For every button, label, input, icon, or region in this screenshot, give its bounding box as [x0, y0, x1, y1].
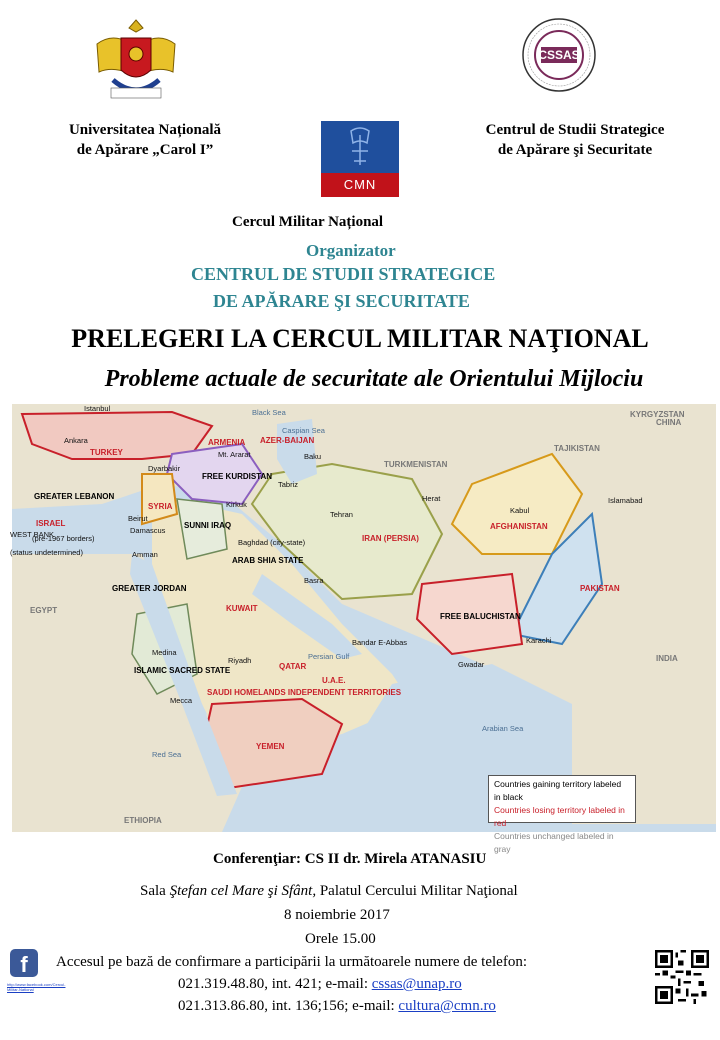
map-label-azerbaijan: AZER-BAIJAN [260, 436, 315, 445]
map-city: Riyadh [228, 656, 252, 665]
contact-line-1 [178, 974, 462, 995]
map-other-label: (pre-1967 borders) [32, 534, 95, 543]
map-label-afghanistan: AFGHANISTAN [490, 522, 548, 531]
page-title: PRELEGERI LA CERCUL MILITAR NAŢIONAL [71, 324, 649, 353]
cmn-logo-text: CMN [321, 173, 399, 197]
access-note: Accesul pe bază de confirmare a participării la următoarele numere de telefon: [56, 954, 527, 970]
map-label-free-baluchistan: FREE BALUCHISTAN [440, 612, 521, 621]
facebook-icon[interactable]: f [10, 949, 38, 977]
email-link-cmn[interactable]: cultura@cmn.ro [398, 998, 496, 1014]
organizer-line1: CENTRUL DE STUDII STRATEGICE [191, 264, 496, 284]
map-city: Beirut [128, 514, 148, 523]
location [140, 881, 518, 902]
map-graphic [12, 404, 716, 832]
university-name [20, 120, 270, 160]
venue-name: Cercul Militar Național [232, 214, 384, 230]
map-label-israel: ISRAEL [36, 519, 66, 528]
contact-line-2 [178, 996, 496, 1017]
map-other-label: WEST BANK [10, 530, 55, 539]
map-city: Islamabad [608, 496, 643, 505]
map-city: Mt. Ararat [218, 450, 251, 459]
map-city: Mecca [170, 696, 193, 705]
map-city: Basra [304, 576, 324, 585]
facebook-link[interactable]: http://www.facebook.com/Cercul-Militar-National [7, 982, 66, 992]
map-label-armenia: ARMENIA [208, 438, 246, 447]
map-city: Istanbul [84, 404, 111, 413]
map-city: Medina [152, 648, 177, 657]
contact-phone-1: 021.319.48.80, int. 421; e-mail: [178, 976, 372, 992]
map-water-label: Black Sea [252, 408, 286, 417]
map-city: Baghdad (city-state) [238, 538, 306, 547]
contact-phone-2: 021.313.86.80, int. 136;156; e-mail: [178, 998, 399, 1014]
legend-item-loss: Countries losing territory labeled in red [494, 805, 625, 828]
map-label-kuwait: KUWAIT [226, 604, 258, 613]
map-city: Bandar E-Abbas [352, 638, 408, 647]
map-city: Amman [132, 550, 158, 559]
map-city: Damascus [130, 526, 166, 535]
map-label-greater-jordan: GREATER JORDAN [112, 584, 187, 593]
map-label-iran: IRAN (PERSIA) [362, 534, 419, 543]
speaker: Conferenţiar: CS II dr. Mirela ATANASIU [213, 851, 487, 867]
page-subtitle: Probleme actuale de securitate ale Orientului Mijlociu [104, 366, 644, 392]
map-label-india: INDIA [656, 654, 678, 663]
map-water-label: Red Sea [152, 750, 182, 759]
map-label-pakistan: PAKISTAN [580, 584, 620, 593]
legend-item-unchanged: Countries unchanged labeled in gray [494, 831, 614, 854]
map-legend [488, 775, 636, 854]
map-label-sunni-iraq: SUNNI IRAQ [184, 521, 232, 530]
map-city: Dyarbakir [148, 464, 181, 473]
map-city: Tabriz [278, 480, 299, 489]
map-label-turkey: TURKEY [90, 448, 123, 457]
map-water-label: Caspian Sea [282, 426, 325, 435]
map-label-saudi-homelands: SAUDI HOMELANDS INDEPENDENT TERRITORIES [207, 688, 402, 697]
organizer-label: Organizator [306, 241, 396, 260]
map-label-yemen: YEMEN [256, 742, 285, 751]
map-label-greater-lebanon: GREATER LEBANON [34, 492, 115, 501]
email-link-cssas[interactable]: cssas@unap.ro [371, 976, 462, 992]
map-city: Gwadar [458, 660, 485, 669]
center-name [440, 120, 710, 160]
cmn-logo [321, 121, 399, 197]
svg-text:CSSAS: CSSAS [538, 48, 580, 62]
qr-code-icon[interactable] [655, 950, 709, 1004]
map-label-tajikistan: TAJIKISTAN [554, 444, 600, 453]
map-water-label: Persian Gulf [308, 652, 350, 661]
organizer-line2: DE APĂRARE ŞI SECURITATE [213, 291, 470, 311]
map-city: Tehran [330, 510, 353, 519]
location-prefix: Sala [140, 883, 170, 899]
university-name-line1: Universitatea Națională [68, 122, 222, 138]
map-label-qatar: QATAR [279, 662, 307, 671]
location-hall: Ştefan cel Mare şi Sfânt, [169, 883, 317, 899]
map-label-kyrgyzstan: KYRGYZSTAN [630, 410, 685, 419]
map-label-islamic-sacred-state: ISLAMIC SACRED STATE [134, 666, 231, 675]
event-date: 8 noiembrie 2017 [284, 907, 390, 923]
cmn-emblem-icon [321, 121, 399, 173]
map-label-turkmenistan: TURKMENISTAN [384, 460, 448, 469]
university-name-line2: de Apărare „Carol I” [76, 142, 214, 158]
legend-item-gain: Countries gaining territory labeled in black [494, 779, 622, 802]
cssas-seal-icon [521, 14, 597, 96]
center-name-line1: Centrul de Studii Strategice [485, 122, 665, 138]
map-label-egypt: EGYPT [30, 606, 58, 615]
map-city: Ankara [64, 436, 88, 445]
map-city: Herat [422, 494, 441, 503]
map-other-label: (status undetermined) [10, 548, 83, 557]
center-name-line2: de Apărare şi Securitate [497, 142, 653, 158]
map-label-uae: U.A.E. [322, 676, 346, 685]
map-city: Baku [304, 452, 322, 461]
map-label-free-kurdistan: FREE KURDISTAN [202, 472, 273, 481]
map-label-china: CHINA [656, 418, 682, 427]
location-suffix: Palatul Cercului Militar Naţional [316, 883, 518, 899]
middle-east-map [12, 404, 716, 832]
map-label-syria: SYRIA [148, 502, 173, 511]
map-water-label: Arabian Sea [482, 724, 524, 733]
map-city: Kirkuk [226, 500, 247, 509]
map-label-ethiopia: ETHIOPIA [124, 816, 162, 825]
university-crest-icon [93, 14, 179, 102]
map-label-arab-shia-state: ARAB SHIA STATE [232, 556, 304, 565]
map-city: Kabul [510, 506, 530, 515]
event-time: Orele 15.00 [305, 931, 376, 947]
map-city: Karachi [526, 636, 552, 645]
